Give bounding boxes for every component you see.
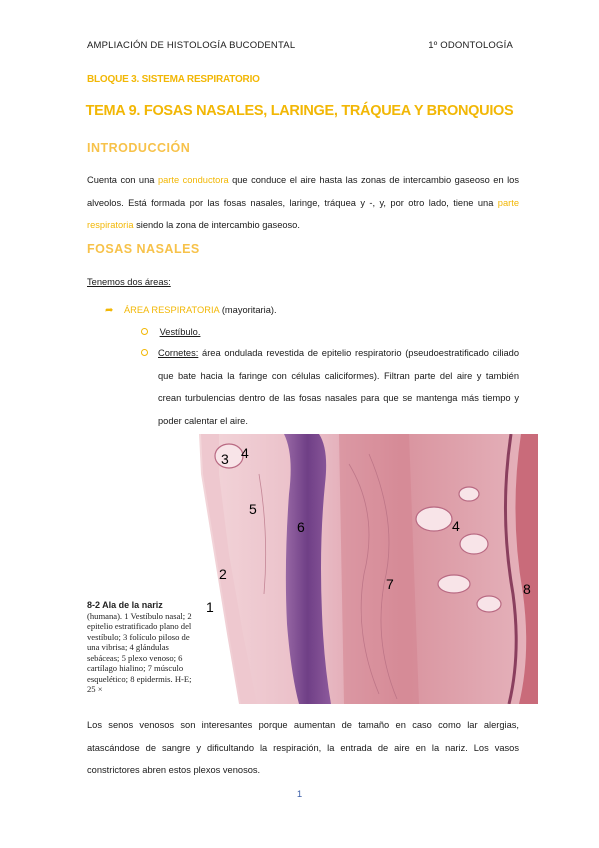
area-note: (mayoritaria). [219, 305, 277, 315]
intro-highlight-respiratoria: parte respiratoria [87, 197, 519, 230]
sub-item-vestibulo [141, 327, 200, 337]
figure-label-4a: 4 [241, 445, 249, 461]
circle-bullet-icon [141, 328, 148, 335]
figure-label-8: 8 [523, 581, 531, 597]
page-title: TEMA 9. FOSAS NASALES, LARINGE, TRÁQUEA Y BRONQUIOS [85, 103, 514, 119]
intro-text-3: siendo la zona de intercambio gaseoso. [133, 220, 300, 230]
area-title: ÁREA RESPIRATORIA [123, 305, 220, 315]
list-item-area-respiratoria [105, 305, 277, 316]
closing-paragraph: Los senos venosos son interesantes porque aumentan de tamaño en caso como lar alergias, atascándose de sangre y dificultando la respiración, la entrada de aire en la nariz. Los vasos constrictores abren estos plexos venosos. [87, 720, 519, 775]
intro-paragraph [87, 169, 519, 237]
running-header-left: AMPLIACIÓN DE HISTOLOGÍA BUCODENTAL [87, 40, 296, 51]
intro-highlight-conductora: parte conductora [157, 175, 229, 185]
block-title: BLOQUE 3. SISTEMA RESPIRATORIO [87, 74, 260, 85]
intro-text-1: Cuenta con una [87, 175, 158, 185]
figure-label-4b: 4 [452, 518, 460, 534]
sub-item-cornetes-text: área ondulada revestida de epitelio respiratorio (pseudoestratificado ciliado que bate hacia la faringe con células caliciformes). Filtran parte del aire y también crean turbulencias dentro de las fosas nasales para que se mantenga más tiempo y poder calentar el aire. [158, 348, 519, 426]
arrow-bullet-icon: ➦ [105, 305, 114, 316]
intro-text-2: que conduce el aire hasta las zonas de intercambio gaseoso en los alveolos. Está formada por las fosas nasales, laringe, tráquea y -, y, por otro lado, tiene una [87, 175, 519, 208]
section-heading-introduccion: INTRODUCCIÓN [87, 141, 191, 155]
sub-item-cornetes [158, 342, 519, 432]
figure-label-5: 5 [249, 501, 257, 517]
figure-caption-body: (humana). 1 Vestíbulo nasal; 2 epitelio estratificado plano del vestíbulo; 3 folículo piloso de una vibrisa; 4 glándulas sebáceas; 5 plexo venoso; 6 cartílago hialino; 7 músculo esquelético; 8 epidermis. H-E; 25 × [87, 610, 192, 694]
figure-label-1: 1 [206, 599, 214, 615]
circle-bullet-icon [141, 348, 148, 358]
sub-item-vestibulo-label: Vestíbulo. [159, 327, 201, 337]
figure-label-7: 7 [386, 576, 394, 592]
running-header-right: 1º ODONTOLOGÍA [428, 40, 513, 51]
figure-label-6: 6 [297, 519, 305, 535]
sub-item-cornetes-label: Cornetes: [158, 348, 199, 358]
figure-label-3: 3 [221, 451, 229, 467]
areas-intro: Tenemos dos áreas: [87, 277, 171, 287]
figure-caption-title: 8-2 Ala de la nariz [87, 600, 163, 610]
section-heading-fosas-nasales: FOSAS NASALES [87, 242, 200, 256]
figure-caption [87, 600, 197, 705]
figure-label-2: 2 [219, 566, 227, 582]
page-number: 1 [296, 789, 303, 800]
